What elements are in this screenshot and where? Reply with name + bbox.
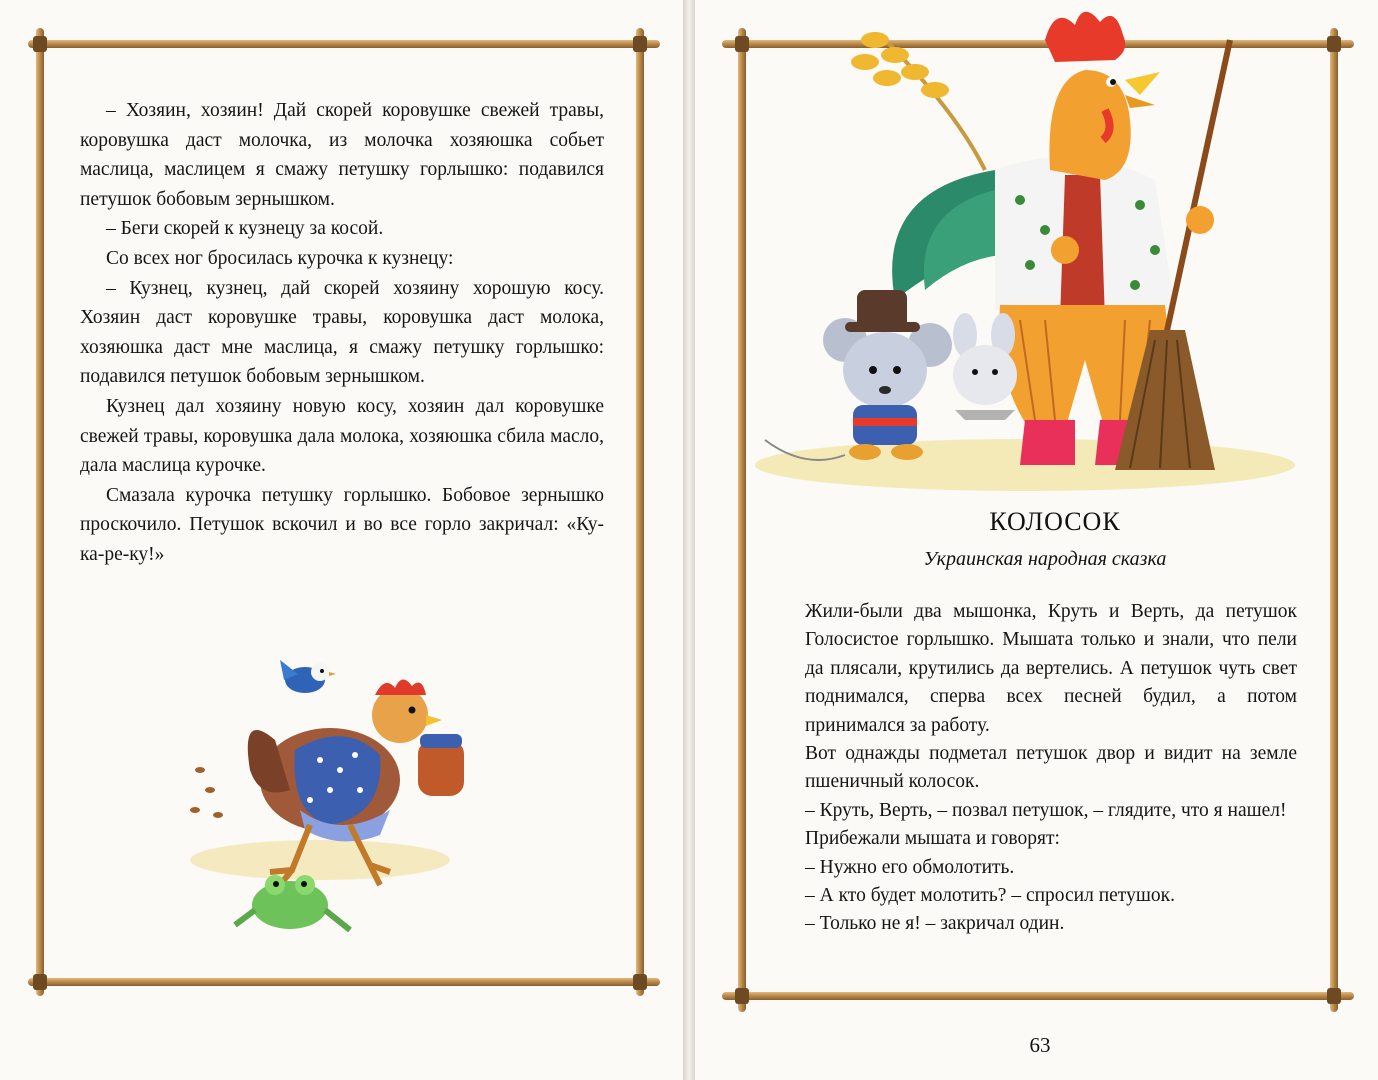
- paragraph: Жили-были два мышонка, Круть и Верть, да петушок Голосистое горлышко. Мышата только и знали, что пели да плясали, крутились да вертелись. А петушок чуть свет поднимался, сперва всех песней будил, а потом принимался за работу.: [805, 601, 1297, 736]
- paragraph: Прибежали мышата и говорят:: [805, 828, 1060, 850]
- paragraph: Кузнец дал хозяину новую косу, хозяин дал коровушке свежей травы, коровушка дала молока, хозяюшка сбила масло, дала маслица курочке.: [80, 395, 604, 477]
- story-subtitle: Украинская народная сказка: [923, 548, 1167, 570]
- paragraph: Вот однажды подметал петушок двор и видит на земле пшеничный колосок.: [805, 743, 1297, 793]
- paragraph: – Круть, Верть, – позвал петушок, – глядите, что я нашел!: [805, 799, 1287, 821]
- story-title: КОЛОСОК: [989, 507, 1121, 536]
- paragraph: – Беги скорей к кузнецу за косой.: [106, 218, 384, 240]
- rooster-illustration: [745, 0, 1325, 500]
- paragraph: Со всех ног бросилась курочка к кузнецу:: [106, 247, 454, 269]
- bluebird-icon: [280, 660, 336, 693]
- paragraph: – Нужно его обмолотить.: [805, 856, 1015, 878]
- wheat-ear-icon: [851, 32, 985, 170]
- paragraph: – Хозяин, хозяин! Дай скорей коровушке свежей травы, коровушка даст молочка, из молочка хозяюшка собьет маслица, маслицем я смажу петушку горлышко: подавился петушок бобовым зернышком.: [80, 100, 604, 210]
- hen-illustration: [180, 640, 510, 950]
- frog-icon: [235, 875, 350, 930]
- right-page-text: [805, 598, 1297, 939]
- paragraph: Смазала курочка петушку горлышко. Бобовое зернышко проскочило. Петушок вскочил и во все горло закричал: «Ку-ка-ре-ку!»: [80, 484, 604, 565]
- paragraph: – Кузнец, кузнец, дай скорей хозяину хорошую косу. Хозяин даст коровушке травы, коровушка даст молока, хозяюшка даст мне маслица, я смажу петушку горлышко: подавился петушок бобовым зернышком.: [80, 277, 604, 388]
- paragraph: – Только не я! – закричал один.: [805, 913, 1065, 935]
- mouse-icon: [823, 290, 952, 460]
- page-number: 63: [1029, 1033, 1051, 1057]
- mouse-icon: [953, 313, 1017, 420]
- left-page-text: [80, 96, 604, 570]
- paragraph: – А кто будет молотить? – спросил петушок.: [805, 885, 1175, 907]
